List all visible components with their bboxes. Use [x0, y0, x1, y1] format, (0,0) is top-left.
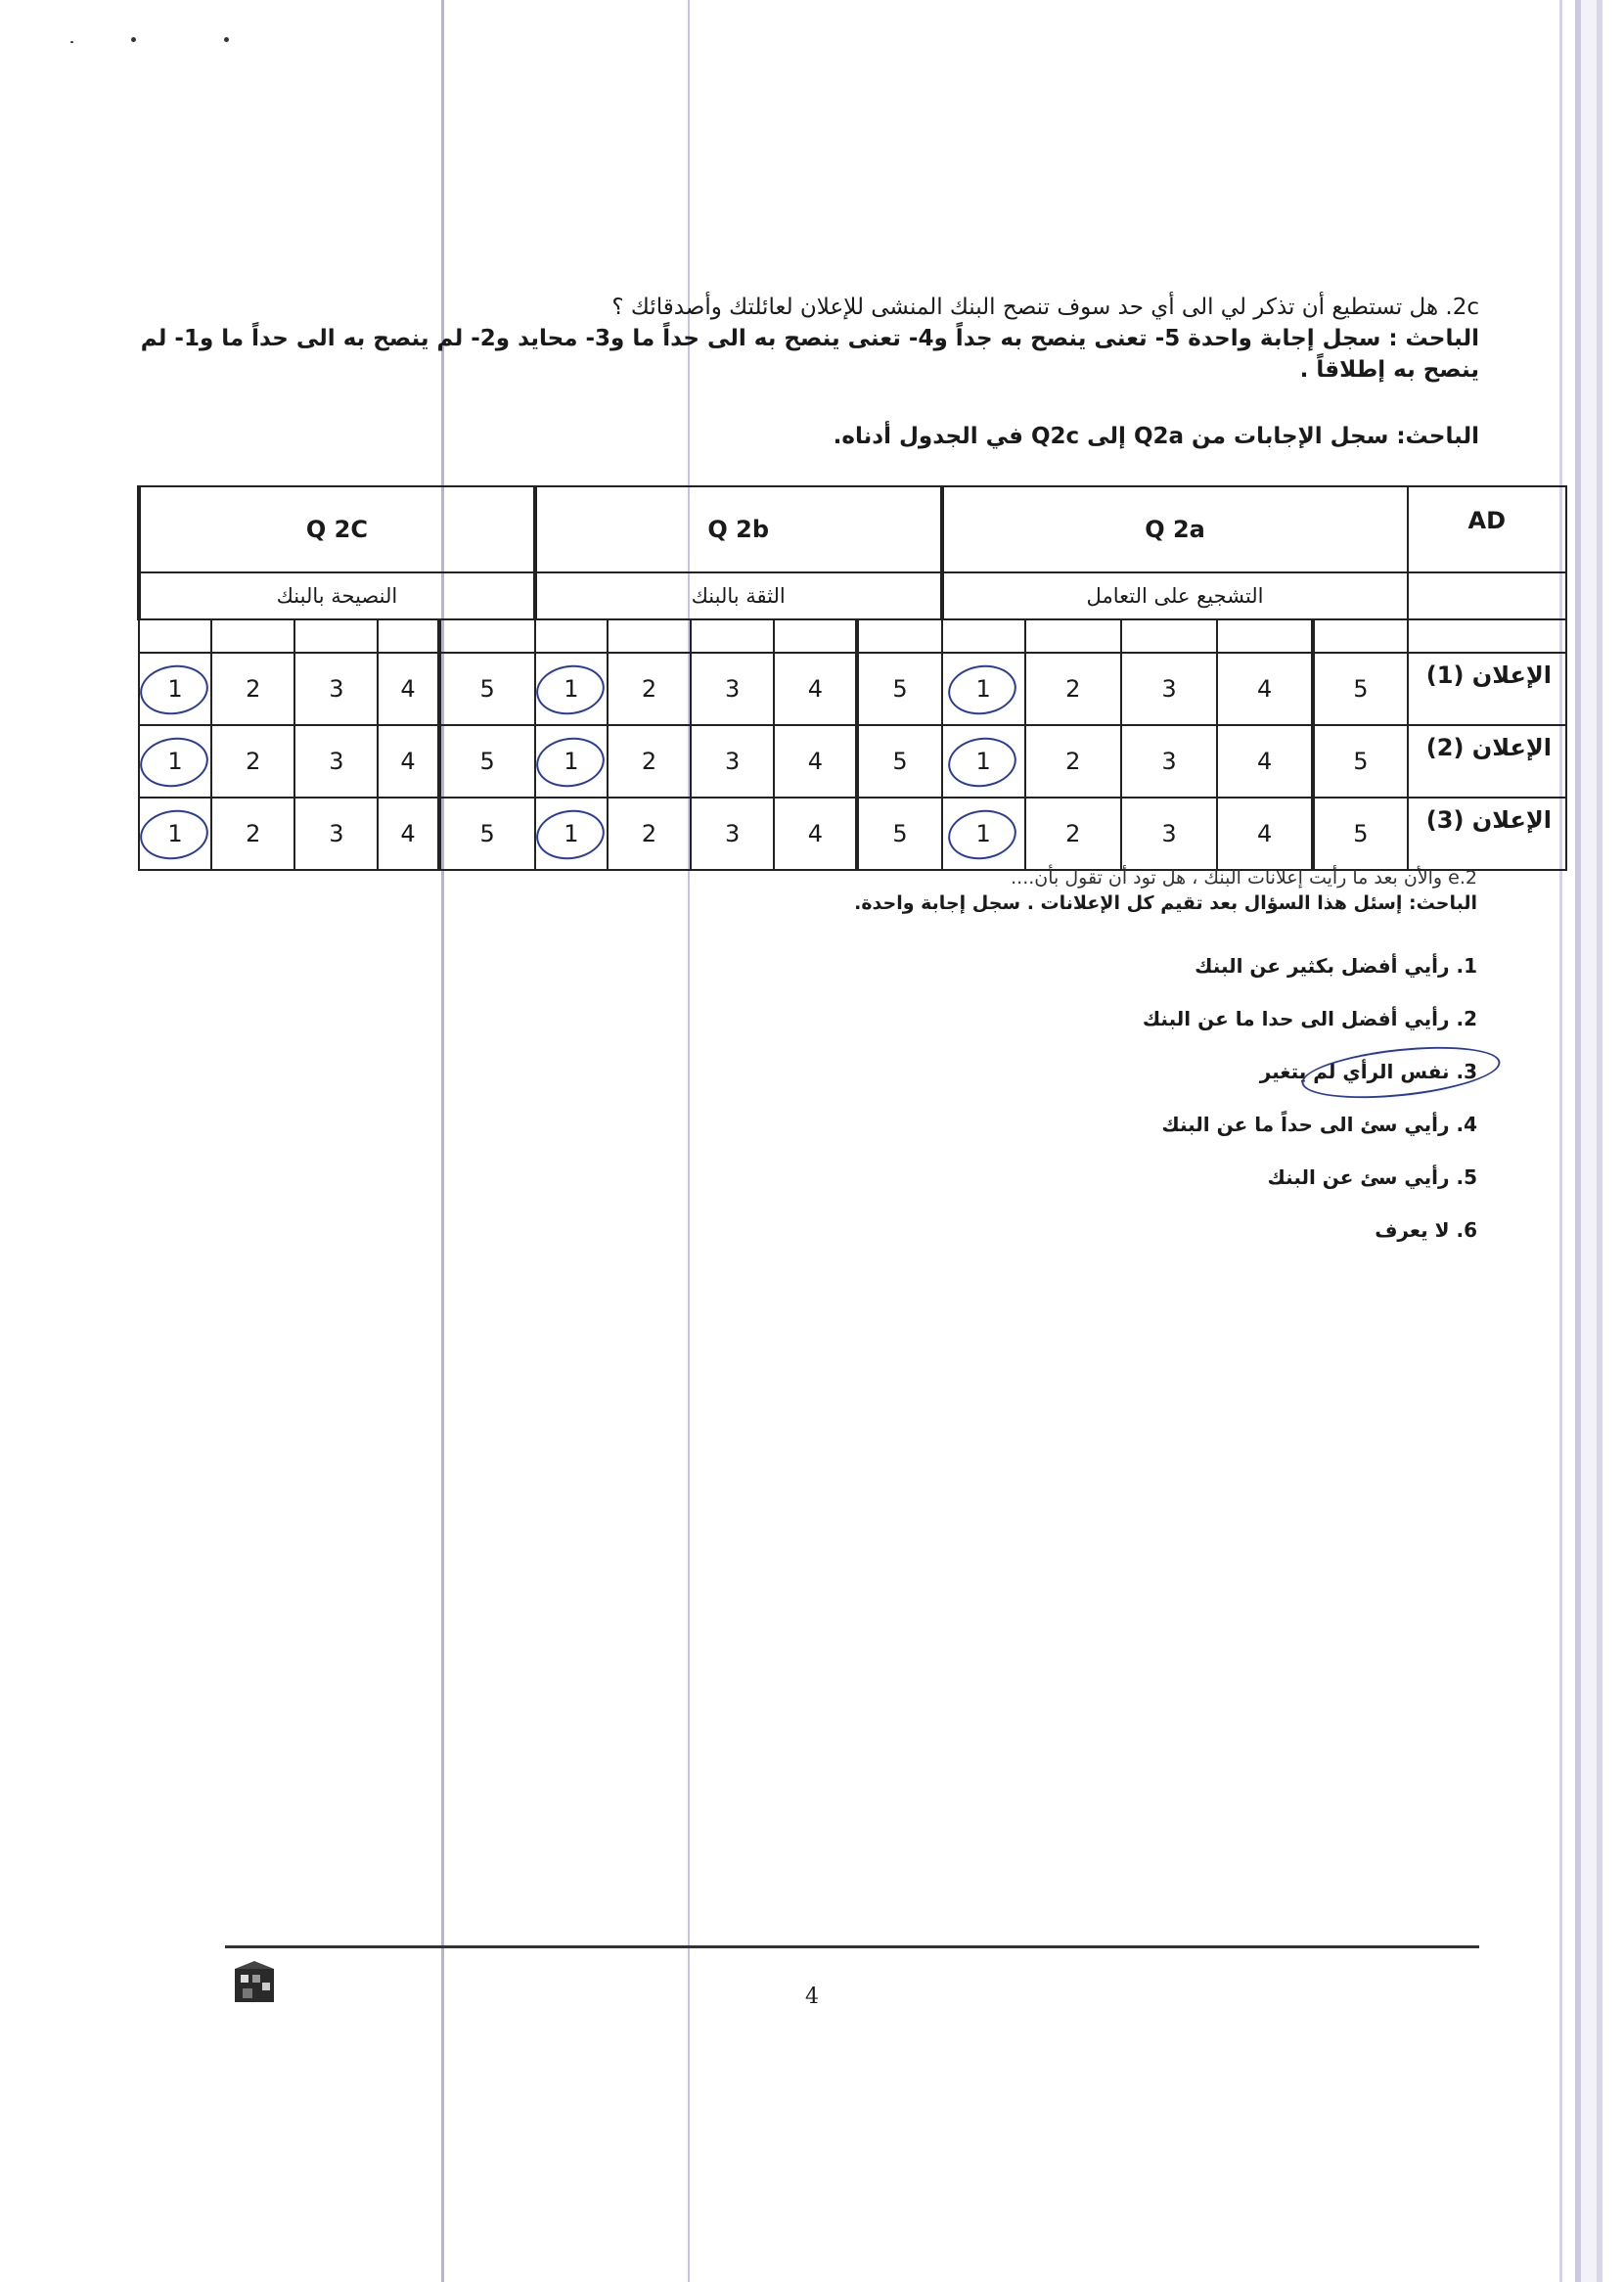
- question-2e-prompt: 2.e والأن بعد ما رأيت إعلانات البنك ، هل تود أن تقول بأن....: [1011, 867, 1477, 889]
- question-2c-prompt: 2c. هل تستطيع أن تذكر لي الى أي حد سوف تنصح البنك المنشى للإعلان لعائلتك وأصدقائك ؟: [611, 295, 1479, 320]
- rating-cell-q2a[interactable]: 5: [1313, 725, 1407, 798]
- rating-cell-q2b[interactable]: 2: [608, 798, 691, 870]
- answer-option[interactable]: 2. رأيي أفضل الى حدا ما عن البنك: [1142, 1007, 1477, 1030]
- table-instruction: الباحث: سجل الإجابات من Q2a إلى Q2c في الجدول أدناه.: [833, 424, 1479, 449]
- rating-cell-q2b[interactable]: 2: [608, 725, 691, 798]
- ratings-table: [137, 485, 1567, 871]
- selected-answer-circle: [137, 733, 211, 791]
- group-label-q2c: النصيحة بالبنك: [139, 572, 535, 619]
- rating-cell-q2c[interactable]: 2: [211, 798, 294, 870]
- footer-rule: [225, 1945, 1479, 1948]
- rating-cell-q2b[interactable]: 1: [535, 798, 608, 870]
- rating-cell-q2c[interactable]: 1: [139, 798, 211, 870]
- rating-cell-q2b[interactable]: 1: [535, 653, 608, 725]
- rating-cell-q2a[interactable]: 2: [1025, 798, 1121, 870]
- selected-answer-circle: [945, 733, 1019, 791]
- rating-cell-q2b[interactable]: 3: [691, 798, 774, 870]
- rating-cell-q2c[interactable]: 3: [294, 798, 378, 870]
- group-header-q2b: Q 2b: [535, 486, 942, 572]
- rating-cell-q2c[interactable]: 5: [439, 798, 535, 870]
- question-2e-instruction: الباحث: إسئل هذا السؤال بعد تقيم كل الإعلانات . سجل إجابة واحدة.: [854, 892, 1477, 914]
- group-label-q2a: التشجيع على التعامل: [942, 572, 1408, 619]
- rating-cell-q2c[interactable]: 4: [378, 653, 438, 725]
- ad-row-3: [139, 798, 1566, 870]
- rating-cell-q2a[interactable]: 4: [1217, 725, 1313, 798]
- rating-cell-q2b[interactable]: 4: [774, 798, 857, 870]
- rating-cell-q2b[interactable]: 2: [608, 653, 691, 725]
- question-2c: [110, 292, 1479, 386]
- rating-cell-q2b[interactable]: 4: [774, 653, 857, 725]
- ad-row-label: الإعلان (1): [1408, 653, 1566, 725]
- selected-answer-circle: [1299, 1038, 1503, 1106]
- selected-answer-circle: [533, 733, 608, 791]
- rating-cell-q2a[interactable]: 1: [942, 725, 1025, 798]
- question-2e: [401, 865, 1477, 1245]
- rating-cell-q2b[interactable]: 1: [535, 725, 608, 798]
- ad-row-1: [139, 653, 1566, 725]
- ad-row-2: [139, 725, 1566, 798]
- rating-cell-q2b[interactable]: 5: [857, 653, 941, 725]
- rating-cell-q2a[interactable]: 5: [1313, 653, 1407, 725]
- rating-cell-q2a[interactable]: 1: [942, 798, 1025, 870]
- rating-cell-q2a[interactable]: 3: [1121, 798, 1217, 870]
- scan-speck: [131, 37, 136, 42]
- selected-answer-circle: [533, 805, 608, 863]
- rating-cell-q2b[interactable]: 5: [857, 725, 941, 798]
- rating-cell-q2b[interactable]: 3: [691, 725, 774, 798]
- rating-cell-q2b[interactable]: 4: [774, 725, 857, 798]
- selected-answer-circle: [137, 661, 211, 718]
- rating-cell-q2a[interactable]: 3: [1121, 653, 1217, 725]
- answer-option[interactable]: 4. رأيي سئ الى حداً ما عن البنك: [1161, 1113, 1477, 1136]
- rating-cell-q2c[interactable]: 2: [211, 653, 294, 725]
- ad-row-label: الإعلان (2): [1408, 725, 1566, 798]
- rating-cell-q2a[interactable]: 4: [1217, 653, 1313, 725]
- rating-cell-q2a[interactable]: 4: [1217, 798, 1313, 870]
- rating-cell-q2c[interactable]: 5: [439, 725, 535, 798]
- selected-answer-circle: [137, 805, 211, 863]
- group-header-q2c: Q 2C: [139, 486, 535, 572]
- rating-cell-q2a[interactable]: 1: [942, 653, 1025, 725]
- selected-answer-circle: [945, 661, 1019, 718]
- selected-answer-circle: [533, 661, 608, 718]
- selected-answer-circle: [945, 805, 1019, 863]
- rating-cell-q2a[interactable]: 2: [1025, 725, 1121, 798]
- rating-cell-q2a[interactable]: 5: [1313, 798, 1407, 870]
- rating-cell-q2c[interactable]: 4: [378, 798, 438, 870]
- scan-speck: [70, 41, 73, 43]
- ad-row-label: الإعلان (3): [1408, 798, 1566, 870]
- answer-option-selected[interactable]: 3. نفس الرأي لم يتغير: [401, 1057, 1477, 1086]
- answer-option[interactable]: 1. رأيي أفضل بكثير عن البنك: [1195, 954, 1477, 978]
- answer-option[interactable]: 5. رأيي سئ عن البنك: [1267, 1165, 1477, 1189]
- group-label-q2b: الثقة بالبنك: [535, 572, 942, 619]
- rating-cell-q2c[interactable]: 2: [211, 725, 294, 798]
- rating-cell-q2c[interactable]: 4: [378, 725, 438, 798]
- rating-cell-q2c[interactable]: 3: [294, 725, 378, 798]
- scan-speck: [224, 37, 229, 42]
- rating-cell-q2c[interactable]: 1: [139, 653, 211, 725]
- question-2c-instruction: الباحث : سجل إجابة واحدة 5- تعنى ينصح به جداً و4- تعنى ينصح به الى حداً ما و3- محايد و2- لم ينصح به الى حداً ما و1- لم: [140, 326, 1479, 351]
- rating-cell-q2c[interactable]: 3: [294, 653, 378, 725]
- ad-header: AD: [1408, 486, 1566, 572]
- group-header-q2a: Q 2a: [942, 486, 1408, 572]
- rating-cell-q2c[interactable]: 5: [439, 653, 535, 725]
- rating-cell-q2a[interactable]: 2: [1025, 653, 1121, 725]
- rating-cell-q2b[interactable]: 5: [857, 798, 941, 870]
- scan-edge-stripes: [1546, 0, 1624, 2282]
- rating-cell-q2a[interactable]: 3: [1121, 725, 1217, 798]
- rating-cell-q2c[interactable]: 1: [139, 725, 211, 798]
- ad-label-empty: [1408, 572, 1566, 619]
- question-2c-instruction-continued: ينصح به إطلاقاً .: [1299, 357, 1479, 383]
- rating-cell-q2b[interactable]: 3: [691, 653, 774, 725]
- answer-option[interactable]: 6. لا يعرف: [1375, 1218, 1477, 1242]
- page-number: 4: [805, 1985, 819, 2009]
